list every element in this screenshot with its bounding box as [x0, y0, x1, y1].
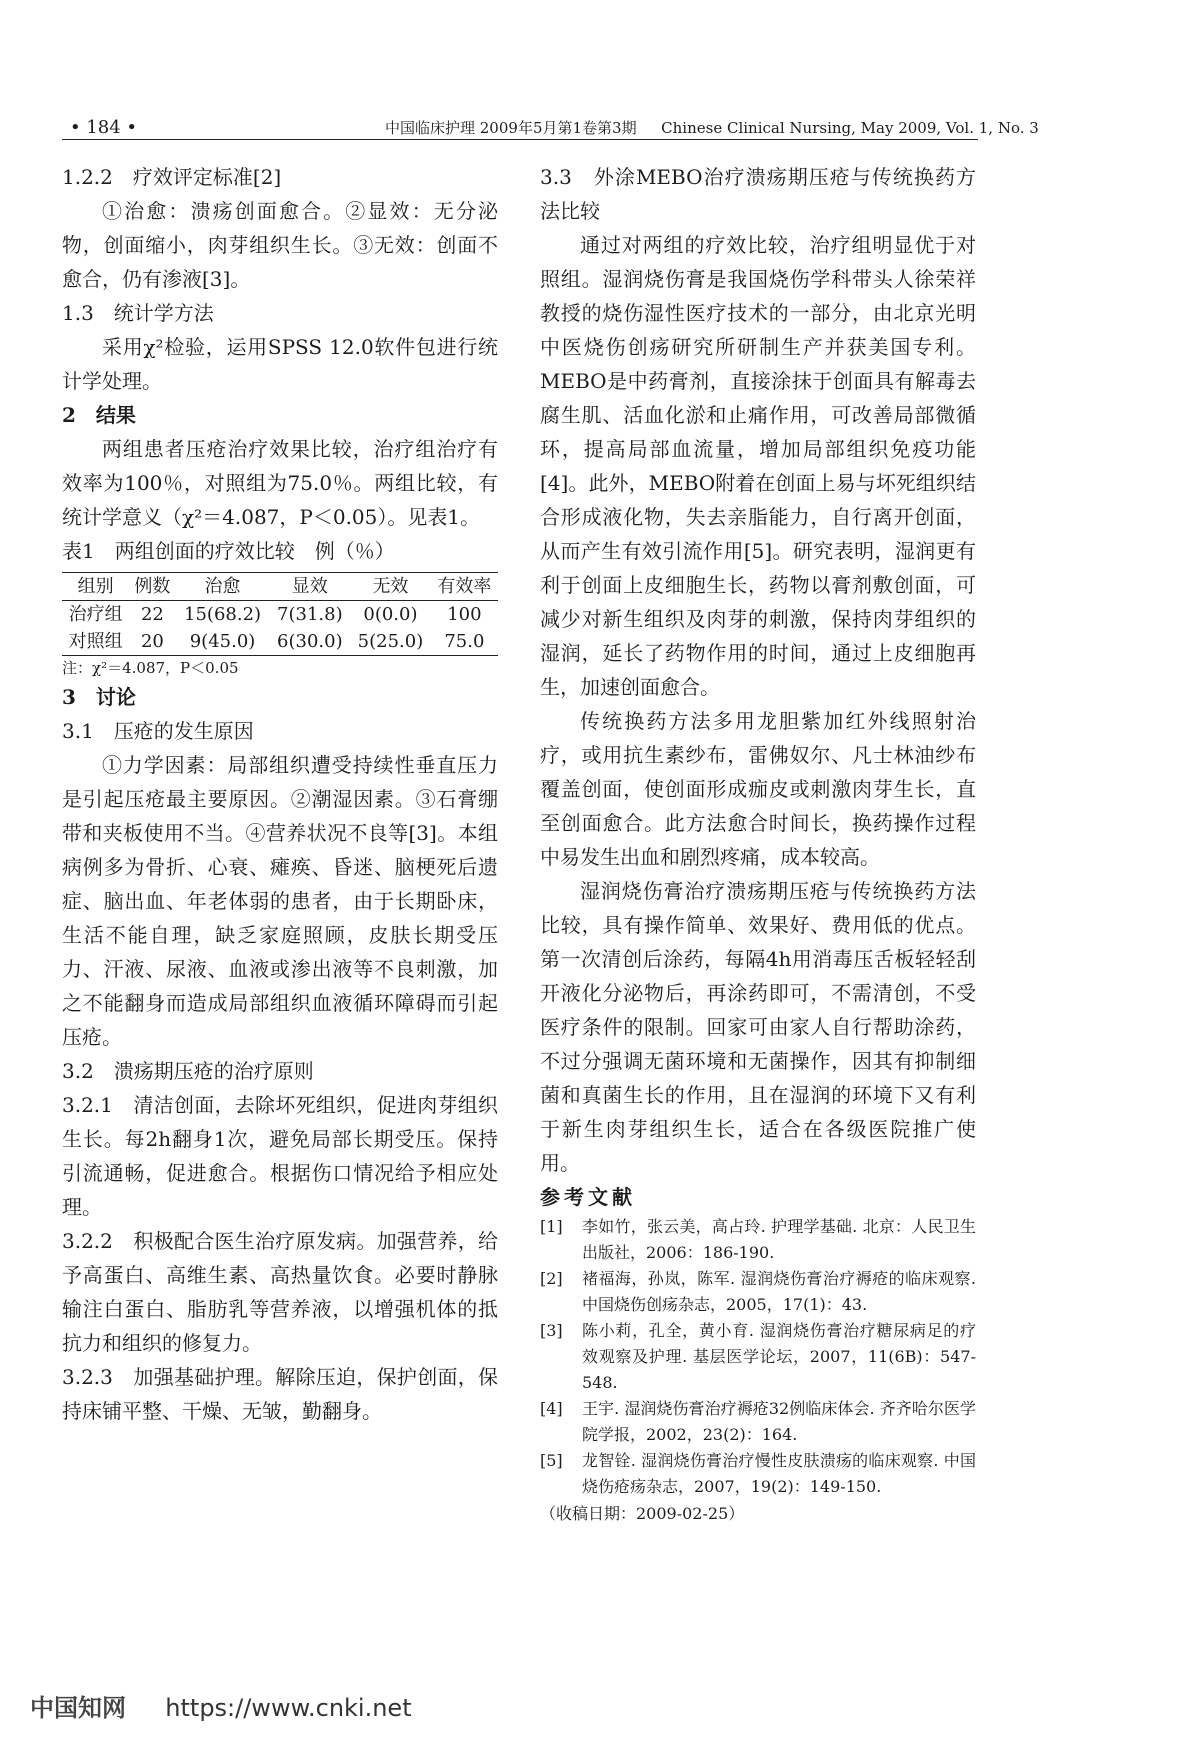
- table-cell: 对照组: [62, 628, 129, 656]
- table-caption: 表1 两组创面的疗效比较 例（％）: [62, 539, 395, 563]
- section-1-3-body: 采用χ²检验，运用SPSS 12.0软件包进行统计学处理。: [62, 335, 498, 393]
- left-column: [62, 160, 498, 1428]
- reference-item: [540, 1214, 976, 1266]
- section-2-title: 2 结果: [62, 403, 136, 427]
- table-cell: 15(68.2): [184, 604, 262, 625]
- table-header-cell: 治愈: [176, 573, 270, 601]
- table-header-cell: 组别: [62, 573, 129, 601]
- received-date: （收稿日期：2009-02-25）: [540, 1504, 745, 1523]
- section-3-1-body: ①力学因素：局部组织遭受持续性垂直压力是引起压疮最主要原因。②潮湿因素。③石膏绷带和夹板使用不当。④营养状况不良等[3]。本组病例多为骨折、心衰、瘫痪、昏迷、脑梗死后遗症、脑出血、年老体弱的患者，由于长期卧床，生活不能自理，缺乏家庭照顾，皮肤长期受压力、汗液、尿液、血液或渗出液等不良刺激，加之不能翻身而造成局部组织血液循环障碍而引起压疮。: [62, 753, 498, 1049]
- reference-text: 陈小莉，孔全，黄小育. 湿润烧伤膏治疗糖尿病足的疗效观察及护理. 基层医学论坛，2007，11(6B)：547-548.: [582, 1321, 976, 1392]
- section-3-2-title: 3.2 溃疡期压疮的治疗原则: [62, 1059, 314, 1083]
- table-cell: 5(25.0): [350, 628, 431, 656]
- section-1-3-title: 1.3 统计学方法: [62, 301, 214, 325]
- table-cell: 0(0.0): [363, 604, 418, 625]
- table-header-cell: 有效率: [431, 573, 498, 601]
- table-header-row: [62, 573, 498, 601]
- references-title: 参考文献: [540, 1185, 636, 1209]
- reference-text: 褚福海，孙岚，陈军. 湿润烧伤膏治疗褥疮的临床观察. 中国烧伤创疡杂志，2005，17(1)：43.: [582, 1269, 976, 1314]
- page-number: • 184 •: [70, 117, 138, 138]
- section-3-3-title: 3.3 外涂MEBO治疗溃疡期压疮与传统换药方法比较: [540, 165, 976, 223]
- reference-item: [540, 1396, 976, 1448]
- section-3-2-1: 3.2.1 清洁创面，去除坏死组织，促进肉芽组织生长。每2h翻身1次，避免局部长期受压。保持引流通畅，促进愈合。根据伤口情况给予相应处理。: [62, 1093, 498, 1219]
- reference-text: 龙智铨. 湿润烧伤膏治疗慢性皮肤溃疡的临床观察. 中国烧伤疮疡杂志，2007，19(2)：149-150.: [582, 1451, 976, 1496]
- table-cell: 7(31.8): [277, 604, 343, 625]
- table-cell: 20: [129, 628, 175, 656]
- table-note: 注：χ²＝4.087，P＜0.05: [62, 659, 239, 677]
- section-3-1-title: 3.1 压疮的发生原因: [62, 719, 254, 743]
- table-cell: 治疗组: [68, 604, 123, 625]
- reference-item: [540, 1266, 976, 1318]
- header-rule: [62, 139, 978, 140]
- site-url[interactable]: https://www.cnki.net: [165, 1694, 412, 1722]
- table-header-cell: 显效: [269, 573, 350, 601]
- reference-number: [5]: [540, 1451, 563, 1470]
- reference-number: [1]: [540, 1217, 563, 1236]
- table-cell: 75.0: [431, 628, 498, 656]
- paragraph: 传统换药方法多用龙胆紫加红外线照射治疗，或用抗生素纱布，雷佛奴尔、凡士林油纱布覆盖创面，使创面形成痂皮或刺激肉芽生长，直至创面愈合。此方法愈合时间长，换药操作过程中易发生出血和剧烈疼痛，成本较高。: [540, 709, 976, 869]
- footer-watermark: [30, 1688, 412, 1723]
- reference-item: [540, 1448, 976, 1500]
- section-1-2-2-title: 1.2.2 疗效评定标准[2]: [62, 165, 282, 189]
- table-cell: 100: [447, 604, 482, 625]
- table-row: [62, 601, 498, 629]
- section-3-2-3: 3.2.3 加强基础护理。解除压迫，保护创面，保持床铺平整、干燥、无皱，勤翻身。: [62, 1365, 498, 1423]
- right-column: [540, 160, 976, 1528]
- references-list: [540, 1214, 976, 1500]
- table-header-cell: 无效: [350, 573, 431, 601]
- section-3-title: 3 讨论: [62, 685, 136, 709]
- section-2-body: 两组患者压疮治疗效果比较，治疗组治疗有效率为100％，对照组为75.0％。两组比较，有统计学意义（χ²＝4.087，P＜0.05）。见表1。: [62, 437, 498, 529]
- running-header: [385, 117, 1039, 138]
- journal-en: Chinese Clinical Nursing, May 2009, Vol. 1, No. 3: [661, 119, 1039, 137]
- section-3-2-2: 3.2.2 积极配合医生治疗原发病。加强营养，给予高蛋白、高维生素、高热量饮食。必要时静脉输注白蛋白、脂肪乳等营养液，以增强机体的抵抗力和组织的修复力。: [62, 1229, 498, 1355]
- paragraph: 通过对两组的疗效比较，治疗组明显优于对照组。湿润烧伤膏是我国烧伤学科带头人徐荣祥教授的烧伤湿性医疗技术的一部分，由北京光明中医烧伤创疡研究所研制生产并获美国专利。MEBO是中药膏剂，直接涂抹于创面具有解毒去腐生肌、活血化淤和止痛作用，可改善局部微循环，提高局部血流量，增加局部组织免疫功能[4]。此外，MEBO附着在创面上易与坏死组织结合形成液化物，失去亲脂能力，自行离开创面，从而产生有效引流作用[5]。研究表明，湿润更有利于创面上皮细胞生长，药物以膏剂敷创面，可减少对新生组织及肉芽的刺激，保持肉芽组织的湿润，延长了药物作用的时间，通过上皮细胞再生，加速创面愈合。: [540, 233, 976, 699]
- site-name: 中国知网: [30, 1694, 126, 1722]
- table-cell: 22: [140, 604, 164, 625]
- results-table: [62, 572, 498, 656]
- table-cell: 9(45.0): [176, 628, 270, 656]
- table-cell: 6(30.0): [269, 628, 350, 656]
- reference-number: [4]: [540, 1399, 563, 1418]
- section-1-2-2-body: ①治愈：溃疡创面愈合。②显效：无分泌物，创面缩小，肉芽组织生长。③无效：创面不愈合，仍有渗液[3]。: [62, 199, 498, 291]
- table-row: [62, 628, 498, 656]
- reference-number: [2]: [540, 1269, 563, 1288]
- journal-cn: 中国临床护理 2009年5月第1卷第3期: [385, 119, 637, 137]
- reference-item: [540, 1318, 976, 1396]
- table-header-cell: 例数: [129, 573, 175, 601]
- paragraph: 湿润烧伤膏治疗溃疡期压疮与传统换药方法比较，具有操作简单、效果好、费用低的优点。第一次清创后涂药，每隔4h用消毒压舌板轻轻刮开液化分泌物后，再涂药即可，不需清创，不受医疗条件的限制。回家可由家人自行帮助涂药，不过分强调无菌环境和无菌操作，因其有抑制细菌和真菌生长的作用，且在湿润的环境下又有利于新生肉芽组织生长，适合在各级医院推广使用。: [540, 879, 976, 1175]
- reference-text: 李如竹，张云美，高占玲. 护理学基础. 北京：人民卫生出版社，2006：186-190.: [582, 1217, 976, 1262]
- reference-number: [3]: [540, 1321, 563, 1340]
- reference-text: 王宇. 湿润烧伤膏治疗褥疮32例临床体会. 齐齐哈尔医学院学报，2002，23(2)：164.: [582, 1399, 976, 1444]
